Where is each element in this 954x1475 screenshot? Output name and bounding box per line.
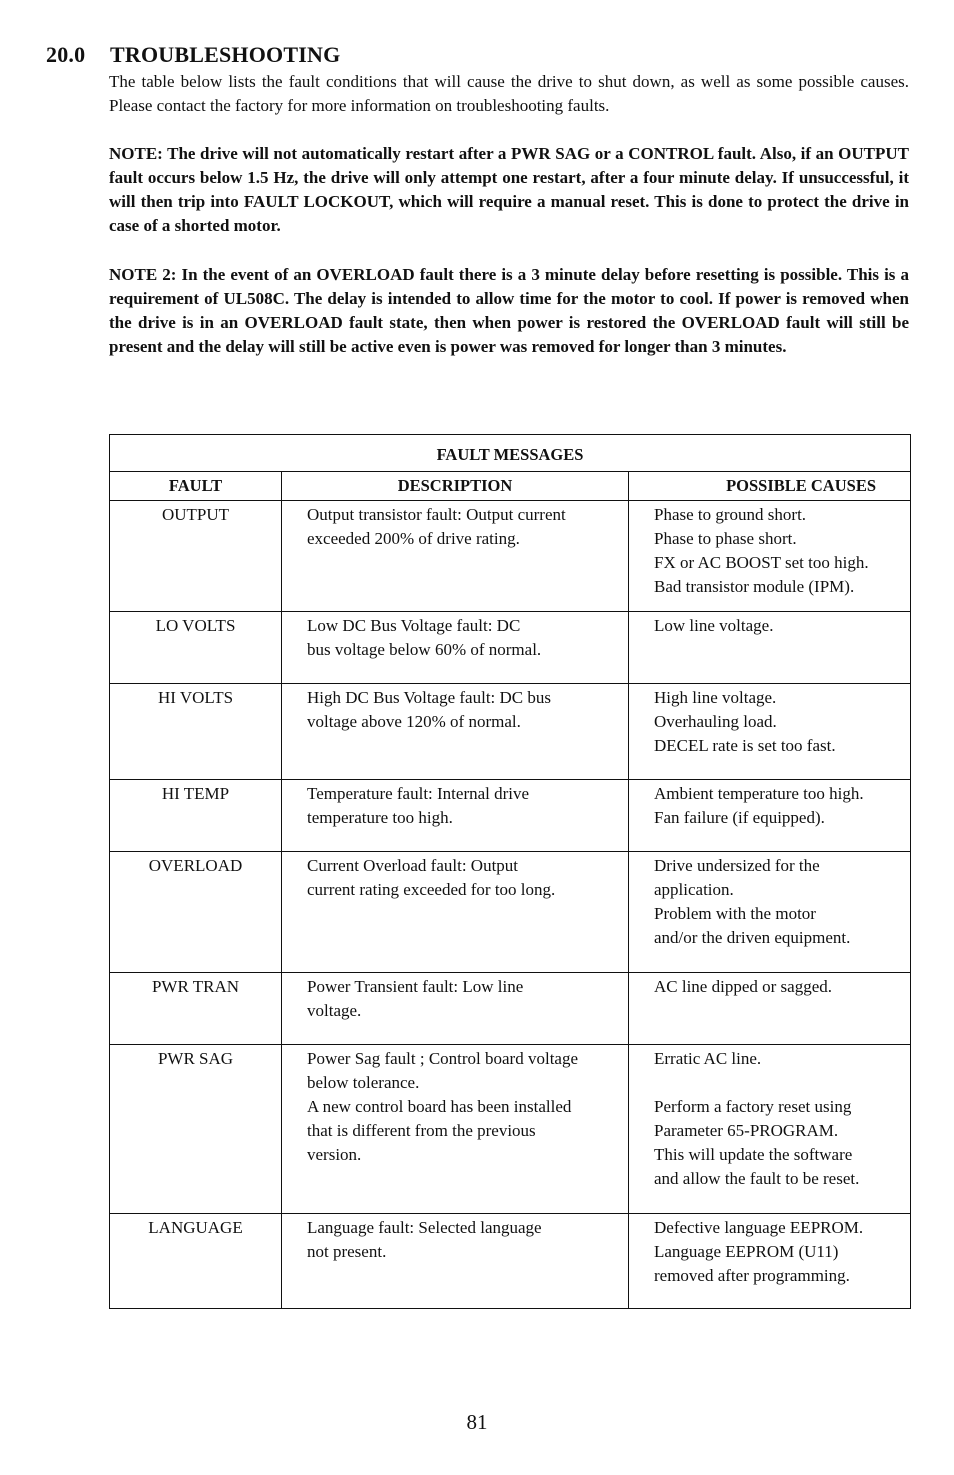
table-row <box>110 1045 911 1214</box>
causes-cell <box>629 852 911 973</box>
description-cell <box>282 973 629 1045</box>
cause-line: Parameter 65-PROGRAM. <box>654 1121 839 1140</box>
causes-cell <box>629 501 911 612</box>
fault-cell: HI TEMP <box>110 780 282 852</box>
table-row <box>110 612 911 684</box>
fault-cell: LO VOLTS <box>110 612 282 684</box>
causes-cell <box>629 1045 911 1214</box>
fault-cell: PWR SAG <box>110 1045 282 1214</box>
cause-line: AC line dipped or sagged. <box>654 977 832 996</box>
header-description: DESCRIPTION <box>282 472 629 501</box>
description-line: not present. <box>307 1242 387 1261</box>
description-line: voltage above 120% of normal. <box>307 712 521 731</box>
description-line: Low DC Bus Voltage fault: DC <box>307 616 521 635</box>
fault-cell: PWR TRAN <box>110 973 282 1045</box>
cause-line: Overhauling load. <box>654 712 777 731</box>
causes-cell <box>629 612 911 684</box>
description-cell <box>282 501 629 612</box>
cause-line: and/or the driven equipment. <box>654 928 851 947</box>
cause-line: Ambient temperature too high. <box>654 784 864 803</box>
table-row <box>110 501 911 612</box>
cause-line: Fan failure (if equipped). <box>654 808 825 827</box>
description-line: High DC Bus Voltage fault: DC bus <box>307 688 551 707</box>
cause-line: application. <box>654 880 734 899</box>
fault-messages-table <box>109 434 911 1309</box>
table-title: FAULT MESSAGES <box>110 435 911 472</box>
cause-line: Low line voltage. <box>654 616 774 635</box>
cause-line: Drive undersized for the <box>654 856 820 875</box>
description-line: Language fault: Selected language <box>307 1218 542 1237</box>
page-number: 81 <box>466 1410 488 1434</box>
description-line: A new control board has been installed <box>307 1097 572 1116</box>
causes-cell <box>629 1214 911 1309</box>
fault-cell: HI VOLTS <box>110 684 282 780</box>
description-cell <box>282 1214 629 1309</box>
description-line: Power Transient fault: Low line <box>307 977 524 996</box>
description-line: current rating exceeded for too long. <box>307 880 556 899</box>
cause-line: removed after programming. <box>654 1266 850 1285</box>
cause-line: Bad transistor module (IPM). <box>654 577 855 596</box>
description-cell <box>282 780 629 852</box>
cause-line: DECEL rate is set too fast. <box>654 736 836 755</box>
fault-cell: OVERLOAD <box>110 852 282 973</box>
section-number: 20.0 <box>46 42 86 67</box>
header-fault: FAULT <box>110 472 282 501</box>
fault-cell: LANGUAGE <box>110 1214 282 1309</box>
description-line: Power Sag fault ; Control board voltage <box>307 1049 579 1068</box>
table-row <box>110 1214 911 1309</box>
table-row <box>110 852 911 973</box>
description-line: exceeded 200% of drive rating. <box>307 529 520 548</box>
description-line: version. <box>307 1145 362 1164</box>
description-cell <box>282 612 629 684</box>
description-line: voltage. <box>307 1001 362 1020</box>
cause-line: High line voltage. <box>654 688 777 707</box>
description-cell <box>282 852 629 973</box>
description-line: temperature too high. <box>307 808 453 827</box>
causes-cell <box>629 684 911 780</box>
description-cell <box>282 1045 629 1214</box>
intro-paragraph: The table below lists the fault conditions that will cause the drive to shut down, as well as some possible causes. Please contact the factory for more information on troubleshooting faults. <box>109 72 909 115</box>
description-line: Current Overload fault: Output <box>307 856 519 875</box>
cause-line: Language EEPROM (U11) <box>654 1242 839 1261</box>
cause-line: Phase to phase short. <box>654 529 797 548</box>
section-heading <box>46 42 340 68</box>
note-1: NOTE: The drive will not automatically restart after a PWR SAG or a CONTROL fault. Also, if an OUTPUT fault occurs below 1.5 Hz, the drive will only attempt one restart, after a four minute delay. If unsuccessful, it will then trip into FAULT LOCKOUT, which will require a manual reset. This is done to protect the drive in case of a shorted motor. <box>109 144 909 235</box>
description-line: below tolerance. <box>307 1073 420 1092</box>
table-row <box>110 684 911 780</box>
table-body <box>110 501 911 1309</box>
description-line: that is different from the previous <box>307 1121 536 1140</box>
description-line: Temperature fault: Internal drive <box>307 784 530 803</box>
cause-line: Problem with the motor <box>654 904 816 923</box>
cause-line: Erratic AC line. <box>654 1049 762 1068</box>
description-cell <box>282 684 629 780</box>
table-header-row <box>110 472 911 501</box>
table-row <box>110 780 911 852</box>
description-line: bus voltage below 60% of normal. <box>307 640 542 659</box>
table-title-row <box>110 435 911 472</box>
section-title: TROUBLESHOOTING <box>110 42 341 67</box>
table-row <box>110 973 911 1045</box>
cause-line: Defective language EEPROM. <box>654 1218 864 1237</box>
fault-cell: OUTPUT <box>110 501 282 612</box>
cause-line: and allow the fault to be reset. <box>654 1169 860 1188</box>
cause-line <box>654 1071 910 1095</box>
cause-line: This will update the software <box>654 1145 853 1164</box>
note-2: NOTE 2: In the event of an OVERLOAD fault there is a 3 minute delay before resetting is possible. This is a requirement of UL508C. The delay is intended to allow time for the motor to cool. If power is removed when the drive is in an OVERLOAD fault state, then when power is restored the OVERLOAD fault will still be present and the delay will still be active even is power was removed for longer than 3 minutes. <box>109 265 909 356</box>
cause-line: FX or AC BOOST set too high. <box>654 553 869 572</box>
causes-cell <box>629 973 911 1045</box>
header-possible-causes: POSSIBLE CAUSES <box>629 472 911 501</box>
causes-cell <box>629 780 911 852</box>
cause-line: Phase to ground short. <box>654 505 807 524</box>
cause-line: Perform a factory reset using <box>654 1097 852 1116</box>
description-line: Output transistor fault: Output current <box>307 505 566 524</box>
